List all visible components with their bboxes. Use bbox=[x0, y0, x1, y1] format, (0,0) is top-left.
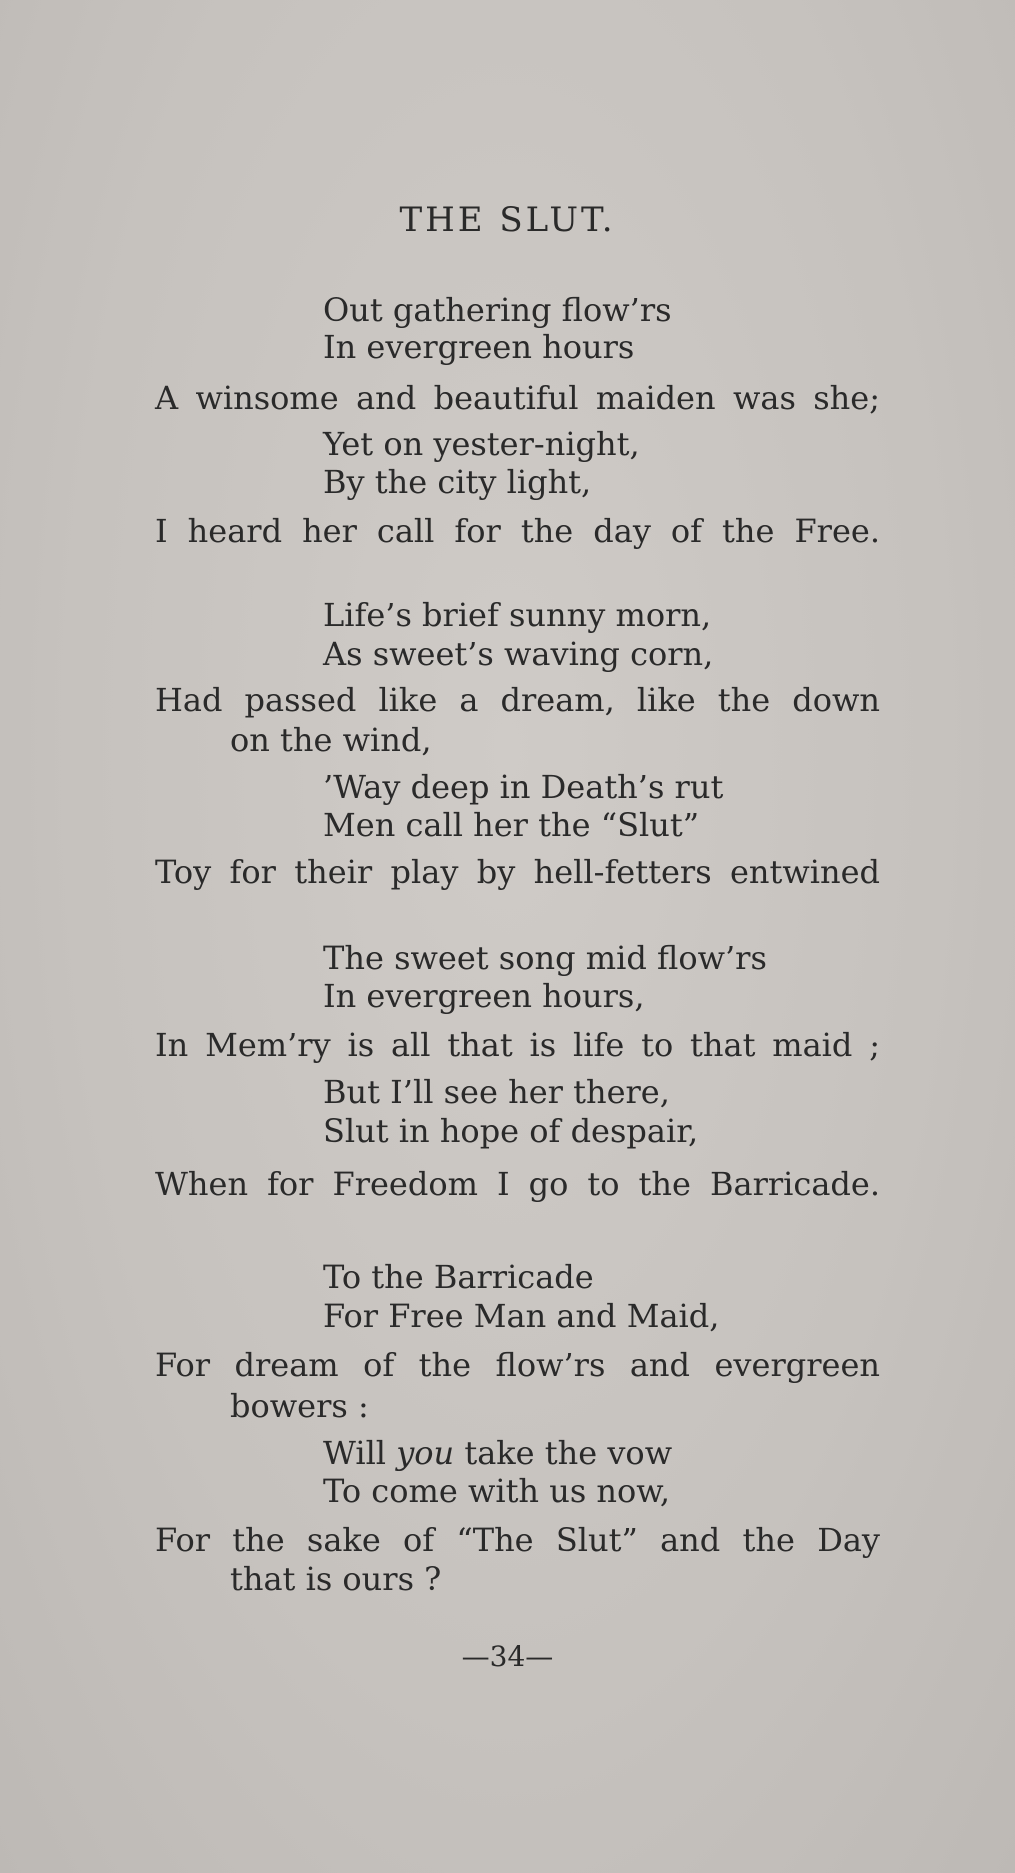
poem-line: For the sake of “The Slut” and the Day bbox=[155, 1521, 880, 1559]
poem-line: I heard her call for the day of the Free. bbox=[155, 512, 880, 550]
poem-line: Men call her the “Slut” bbox=[323, 806, 700, 844]
emphasized-word: you bbox=[396, 1434, 455, 1472]
poem-line: In evergreen hours, bbox=[323, 977, 645, 1015]
poem-line: Had passed like a dream, like the down bbox=[155, 681, 880, 719]
poem-line: Out gathering flow’rs bbox=[323, 291, 672, 329]
poem-title: THE SLUT. bbox=[399, 200, 616, 240]
poem-line: The sweet song mid flow’rs bbox=[323, 939, 767, 977]
poem-line: Yet on yester-night, bbox=[323, 425, 640, 463]
poem-line: Life’s brief sunny morn, bbox=[323, 596, 712, 634]
poem-line: For Free Man and Maid, bbox=[323, 1297, 720, 1335]
poem-word: take the vow bbox=[464, 1434, 673, 1472]
poem-line: For dream of the flow’rs and evergreen bbox=[155, 1346, 880, 1384]
poem-line: bowers : bbox=[230, 1387, 369, 1425]
poem-line: on the wind, bbox=[230, 721, 432, 759]
poem-line: As sweet’s waving corn, bbox=[323, 635, 714, 673]
poem-line: A winsome and beautiful maiden was she; bbox=[155, 379, 880, 417]
poem-line: Toy for their play by hell-fetters entwined bbox=[155, 853, 880, 891]
poem-line: But I’ll see her there, bbox=[323, 1073, 670, 1111]
poem-line: By the city light, bbox=[323, 463, 592, 501]
poem-line: Slut in hope of despair, bbox=[323, 1112, 699, 1150]
poem-line: To come with us now, bbox=[323, 1472, 671, 1510]
poem-line: When for Freedom I go to the Barricade. bbox=[155, 1165, 880, 1203]
poem-line bbox=[323, 1433, 672, 1473]
poem-line: To the Barricade bbox=[323, 1258, 594, 1296]
poem-line: that is ours ? bbox=[230, 1560, 442, 1598]
poem-word: Will bbox=[323, 1434, 387, 1472]
page-number: —34— bbox=[461, 1640, 554, 1673]
poem-line: In evergreen hours bbox=[323, 328, 635, 366]
poem-line: In Mem’ry is all that is life to that maid ; bbox=[155, 1026, 880, 1064]
poem-line: ’Way deep in Death’s rut bbox=[323, 768, 724, 806]
